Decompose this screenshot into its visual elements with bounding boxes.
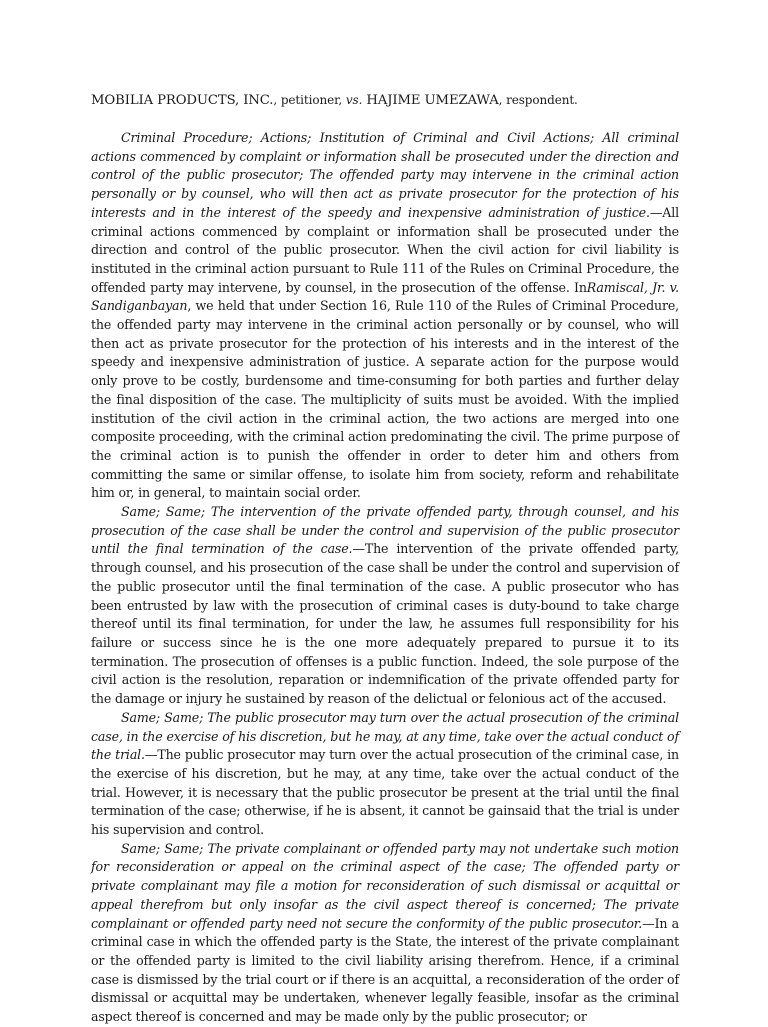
paragraph-text: —The public prosecutor may turn over the actual prosecution of the criminal case, in the exercise of his discretion, but he may, at any time, take over the actual conduct of the trial. However, it is necessary that the public prosecutor be present at the trial until the final termination of the case; otherwise, if he is absent, it cannot be gainsaid that the trial is under his supervision and control.: [91, 747, 679, 838]
syllabus-heading: Criminal Procedure; Actions; Institution of Criminal and Civil Actions; All criminal actions commenced by complaint or information shall be prosecuted under the direction and control of the public prosecutor; The offended party may intervene in the criminal action personally or by counsel, who will then act as private prosecutor for the protection of his interests and in the interest of the speedy and inexpensive administration of justice.: [91, 130, 679, 220]
paragraph-text: , we held that under Section 16, Rule 110 of the Rules of Criminal Procedure, the offended party may intervene in the criminal action personally or by counsel, who will then act as private prosecutor for the protection of his interests and in the interest of the speedy and inexpensive administration of justice. A separate action for the purpose would only prove to be costly, burdensome and time-consuming for both parties and further delay the final disposition of the case. The multiplicity of suits must be avoided. With the implied institution of the civil action in the criminal action, the two actions are merged into one composite proceeding, with the criminal action predominating the civil. The prime purpose of the criminal action is to punish the offender in order to deter him and others from committing the same or similar offense, to isolate him from society, reform and rehabilitate him or, in general, to maintain social order.: [91, 298, 679, 501]
case-caption: [91, 90, 679, 111]
syllabus-heading: Same; Same; The private complainant or offended party may not undertake such motion for reconsideration or appeal on the criminal aspect of the case; The offended party or private complainant may file a motion for reconsideration of such dismissal or acquittal or appeal therefrom but only insofar as the civil aspect thereof is concerned; The private complainant or offended party need not secure the conformity of the public prosecutor.: [91, 840, 679, 931]
respondent-role: , respondent.: [498, 93, 578, 107]
syllabus-paragraph: [91, 129, 679, 503]
syllabus-paragraph: [91, 503, 679, 709]
respondent-name: HAJIME UMEZAWA: [362, 93, 499, 108]
case-citation: Ramiscal, Jr. v. Sandiganbayan: [91, 279, 679, 314]
document-page: [91, 90, 679, 1027]
petitioner-name: MOBILIA PRODUCTS, INC.: [91, 93, 274, 108]
syllabus-heading: Same; Same; The public prosecutor may turn over the actual prosecution of the criminal case, in the exercise of his discretion, but he may, at any time, take over the actual conduct of the trial.: [91, 709, 679, 763]
paragraph-text: —In a criminal case in which the offended party is the State, the interest of the private complainant or the offended party is limited to the civil liability arising therefrom. Hence, if a criminal case is dismissed by the trial court or if there is an acquittal, a reconsideration of the order of dismissal or acquittal may be undertaken, whenever legally feasible, insofar as the criminal aspect thereof is concerned and may be made only by the public prosecutor; or: [91, 915, 679, 1025]
paragraph-text: —All criminal actions commenced by complaint or information shall be prosecuted under the direction and control of the public prosecutor. When the civil action for civil liability is instituted in the criminal action pursuant to Rule 111 of the Rules on Criminal Procedure, the offended party may intervene, by counsel, in the prosecution of the offense. In: [91, 204, 679, 295]
petitioner-role: , petitioner,: [273, 93, 346, 107]
syllabus-heading: Same; Same; The intervention of the private offended party, through counsel, and his prosecution of the case shall be under the control and supervision of the public prosecutor until the final termination of the case.: [91, 504, 679, 557]
versus-label: vs.: [345, 93, 363, 107]
syllabus-paragraph: [91, 709, 679, 840]
syllabus-paragraph: [91, 840, 679, 1027]
paragraph-text: —The intervention of the private offended party, through counsel, and his prosecution of the case shall be under the control and supervision of the public prosecutor until the final termination of the case. A public prosecutor who has been entrusted by law with the prosecution of criminal cases is duty-bound to take charge thereof until its final termination, for under the law, he assumes full responsibility for his failure or success since he is the one more adequately prepared to pursue it to its termination. The prosecution of offenses is a public function. Indeed, the sole purpose of the civil action is the resolution, reparation or indemnification of the private offended party for the damage or injury he sustained by reason of the delictual or felonious act of the accused.: [91, 541, 679, 707]
